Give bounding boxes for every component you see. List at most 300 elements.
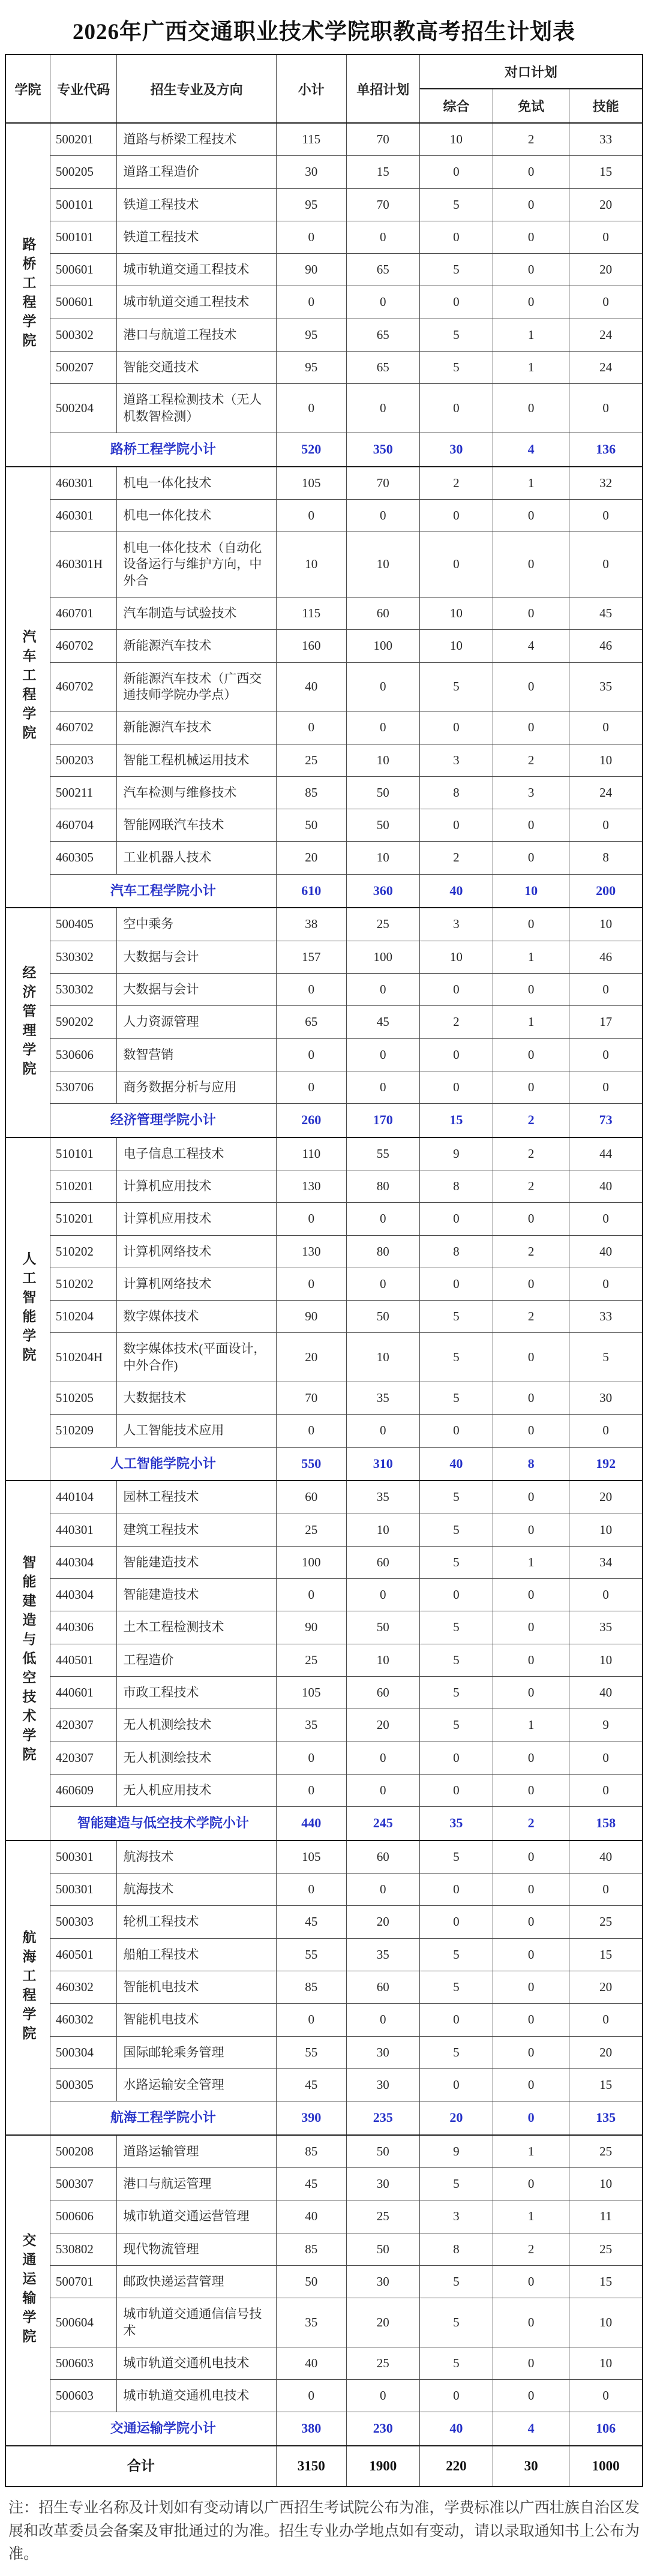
exempt-cell: 0 — [493, 2265, 569, 2298]
table-row — [5, 662, 643, 711]
subtotal-row — [5, 1104, 643, 1137]
skill-cell: 25 — [569, 2135, 643, 2168]
single-plan-cell: 100 — [346, 941, 419, 973]
skill-cell: 15 — [569, 2265, 643, 2298]
single-plan-cell: 0 — [346, 499, 419, 532]
subtotal-label-cell: 经济管理学院小计 — [50, 1104, 276, 1137]
exempt-cell: 0 — [493, 1874, 569, 1906]
skill-cell: 10 — [569, 1514, 643, 1546]
plan-total-cell: 130 — [276, 1170, 346, 1202]
grand-total-value-cell: 1000 — [569, 2446, 643, 2487]
comprehensive-cell: 0 — [419, 221, 493, 253]
plan-total-cell: 38 — [276, 908, 346, 941]
comprehensive-cell: 5 — [419, 254, 493, 286]
grand-total-value-cell: 30 — [493, 2446, 569, 2487]
table-row — [5, 1644, 643, 1676]
subtotal-value-cell: 230 — [346, 2412, 419, 2446]
major-code-cell: 500201 — [50, 123, 117, 156]
table-row — [5, 1301, 643, 1333]
exempt-cell: 0 — [493, 1938, 569, 1971]
single-plan-cell: 65 — [346, 352, 419, 384]
major-name-cell: 城市轨道交通机电技术 — [117, 2347, 277, 2379]
single-plan-cell: 100 — [346, 630, 419, 662]
exempt-cell: 0 — [493, 2298, 569, 2347]
plan-total-cell: 95 — [276, 352, 346, 384]
table-row — [5, 2135, 643, 2168]
major-code-cell: 440601 — [50, 1677, 117, 1709]
major-code-cell: 460702 — [50, 662, 117, 711]
exempt-cell: 0 — [493, 1644, 569, 1676]
single-plan-cell: 50 — [346, 2135, 419, 2168]
major-code-cell: 510201 — [50, 1203, 117, 1235]
page-title: 2026年广西交通职业技术学院职教高考招生计划表 — [73, 20, 575, 44]
table-row — [5, 2036, 643, 2068]
major-name-cell: 数字媒体技术(平面设计，中外合作) — [117, 1333, 277, 1382]
table-row — [5, 2298, 643, 2347]
plan-total-cell: 40 — [276, 2347, 346, 2379]
comprehensive-cell: 5 — [419, 2036, 493, 2068]
single-plan-cell: 0 — [346, 1742, 419, 1774]
skill-cell: 40 — [569, 1841, 643, 1874]
major-name-cell: 铁道工程技术 — [117, 221, 277, 253]
major-code-cell: 510204 — [50, 1301, 117, 1333]
major-name-cell: 城市轨道交通工程技术 — [117, 254, 277, 286]
plan-total-cell: 40 — [276, 2200, 346, 2233]
major-code-cell: 420307 — [50, 1742, 117, 1774]
subtotal-value-cell: 360 — [346, 874, 419, 908]
plan-total-cell: 115 — [276, 598, 346, 630]
skill-cell: 40 — [569, 1235, 643, 1268]
major-name-cell: 城市轨道交通机电技术 — [117, 2380, 277, 2412]
major-code-cell: 530802 — [50, 2233, 117, 2265]
single-plan-cell: 0 — [346, 973, 419, 1005]
single-plan-cell: 0 — [346, 711, 419, 744]
major-name-cell: 道路与桥梁工程技术 — [117, 123, 277, 156]
table-row — [5, 221, 643, 253]
skill-cell: 0 — [569, 1774, 643, 1806]
single-plan-cell: 80 — [346, 1170, 419, 1202]
table-row — [5, 1514, 643, 1546]
major-code-cell: 440104 — [50, 1481, 117, 1514]
college-cell: 路桥工程学院 — [5, 123, 50, 467]
major-name-cell: 工程造价 — [117, 1644, 277, 1676]
single-plan-cell: 50 — [346, 776, 419, 809]
single-plan-cell: 0 — [346, 1071, 419, 1103]
plan-total-cell: 0 — [276, 1579, 346, 1611]
table-row — [5, 1774, 643, 1806]
exempt-cell: 1 — [493, 1546, 569, 1578]
major-name-cell: 智能工程机械运用技术 — [117, 744, 277, 776]
subtotal-value-cell: 350 — [346, 433, 419, 466]
plan-total-cell: 130 — [276, 1235, 346, 1268]
subtotal-value-cell: 235 — [346, 2101, 419, 2135]
comprehensive-cell: 0 — [419, 1874, 493, 1906]
exempt-cell: 1 — [493, 467, 569, 500]
footnote: 注：招生专业名称及计划如有变动请以广西招生考试院公布为准，学费标准以广西壮族自治区发展和改革委员会备案及审批通过的为准。招生专业办学地点如有变动，请以录取通知书上公布为准。 — [8, 2499, 640, 2563]
col-header-major-code: 专业代码 — [50, 55, 117, 123]
major-name-cell: 无人机测绘技术 — [117, 1709, 277, 1742]
plan-total-cell: 0 — [276, 973, 346, 1005]
major-code-cell: 530302 — [50, 941, 117, 973]
comprehensive-cell: 5 — [419, 1514, 493, 1546]
major-code-cell: 510204H — [50, 1333, 117, 1382]
major-code-cell: 500207 — [50, 352, 117, 384]
table-row — [5, 809, 643, 842]
exempt-cell: 0 — [493, 1841, 569, 1874]
plan-total-cell: 85 — [276, 776, 346, 809]
exempt-cell: 2 — [493, 1170, 569, 1202]
major-name-cell: 无人机应用技术 — [117, 1774, 277, 1806]
exempt-cell: 0 — [493, 2347, 569, 2379]
major-name-cell: 无人机测绘技术 — [117, 1742, 277, 1774]
skill-cell: 45 — [569, 598, 643, 630]
single-plan-cell: 45 — [346, 1006, 419, 1038]
comprehensive-cell: 5 — [419, 1709, 493, 1742]
major-code-cell: 500205 — [50, 156, 117, 188]
single-plan-cell: 0 — [346, 1774, 419, 1806]
subtotal-value-cell: 550 — [276, 1447, 346, 1481]
college-cell: 交通运输学院 — [5, 2135, 50, 2446]
major-name-cell: 机电一体化技术（自动化设备运行与维护方向，中外合 — [117, 532, 277, 598]
single-plan-cell: 35 — [346, 1382, 419, 1415]
subtotal-value-cell: 40 — [419, 2412, 493, 2446]
major-code-cell: 530706 — [50, 1071, 117, 1103]
exempt-cell: 0 — [493, 662, 569, 711]
table-row — [5, 1268, 643, 1300]
single-plan-cell: 10 — [346, 1514, 419, 1546]
exempt-cell: 1 — [493, 2200, 569, 2233]
comprehensive-cell: 5 — [419, 1677, 493, 1709]
plan-total-cell: 90 — [276, 1301, 346, 1333]
table-row — [5, 630, 643, 662]
col-header-exempt: 免试 — [493, 89, 569, 123]
exempt-cell: 0 — [493, 286, 569, 319]
subtotal-value-cell: 440 — [276, 1807, 346, 1841]
subtotal-value-cell: 35 — [419, 1807, 493, 1841]
major-code-cell: 460704 — [50, 809, 117, 842]
major-name-cell: 计算机应用技术 — [117, 1203, 277, 1235]
major-code-cell: 500604 — [50, 2298, 117, 2347]
table-row — [5, 286, 643, 319]
plan-total-cell: 60 — [276, 1481, 346, 1514]
col-header-comprehensive: 综合 — [419, 89, 493, 123]
major-name-cell: 大数据与会计 — [117, 941, 277, 973]
subtotal-value-cell: 192 — [569, 1447, 643, 1481]
college-cell: 智能建造与低空技术学院 — [5, 1481, 50, 1841]
comprehensive-cell: 10 — [419, 630, 493, 662]
skill-cell: 20 — [569, 1971, 643, 2004]
major-code-cell: 460701 — [50, 598, 117, 630]
skill-cell: 11 — [569, 2200, 643, 2233]
single-plan-cell: 15 — [346, 156, 419, 188]
single-plan-cell: 25 — [346, 2200, 419, 2233]
table-row — [5, 156, 643, 188]
major-code-cell: 500603 — [50, 2347, 117, 2379]
major-code-cell: 510201 — [50, 1170, 117, 1202]
table-row — [5, 744, 643, 776]
subtotal-label-cell: 汽车工程学院小计 — [50, 874, 276, 908]
single-plan-cell: 30 — [346, 2068, 419, 2101]
plan-total-cell: 35 — [276, 1709, 346, 1742]
comprehensive-cell: 5 — [419, 1481, 493, 1514]
grand-total-row — [5, 2446, 643, 2487]
comprehensive-cell: 5 — [419, 2347, 493, 2379]
table-header — [5, 55, 643, 123]
major-code-cell: 500305 — [50, 2068, 117, 2101]
subtotal-value-cell: 245 — [346, 1807, 419, 1841]
comprehensive-cell: 5 — [419, 2265, 493, 2298]
major-name-cell: 铁道工程技术 — [117, 188, 277, 221]
exempt-cell: 0 — [493, 1742, 569, 1774]
subtotal-value-cell: 40 — [419, 1447, 493, 1481]
plan-total-cell: 160 — [276, 630, 346, 662]
major-code-cell: 460702 — [50, 711, 117, 744]
major-code-cell: 500204 — [50, 384, 117, 433]
comprehensive-cell: 5 — [419, 1938, 493, 1971]
comprehensive-cell: 0 — [419, 499, 493, 532]
plan-total-cell: 95 — [276, 188, 346, 221]
major-code-cell: 460305 — [50, 842, 117, 874]
exempt-cell: 0 — [493, 1579, 569, 1611]
major-name-cell: 智能网联汽车技术 — [117, 809, 277, 842]
major-name-cell: 邮政快递运营管理 — [117, 2265, 277, 2298]
plan-total-cell: 55 — [276, 1938, 346, 1971]
skill-cell: 9 — [569, 1709, 643, 1742]
col-header-duikou-plan: 对口计划 — [419, 55, 643, 89]
single-plan-cell: 65 — [346, 319, 419, 351]
exempt-cell: 1 — [493, 2135, 569, 2168]
major-name-cell: 数智营销 — [117, 1038, 277, 1071]
exempt-cell: 0 — [493, 1774, 569, 1806]
major-code-cell: 500303 — [50, 1906, 117, 1938]
major-name-cell: 轮机工程技术 — [117, 1906, 277, 1938]
table-row — [5, 1677, 643, 1709]
major-name-cell: 智能机电技术 — [117, 1971, 277, 2004]
major-name-cell: 工业机器人技术 — [117, 842, 277, 874]
exempt-cell: 1 — [493, 1709, 569, 1742]
comprehensive-cell: 0 — [419, 1415, 493, 1447]
exempt-cell: 0 — [493, 1071, 569, 1103]
table-row — [5, 1038, 643, 1071]
single-plan-cell: 30 — [346, 2168, 419, 2200]
exempt-cell: 0 — [493, 598, 569, 630]
comprehensive-cell: 9 — [419, 1137, 493, 1170]
subtotal-value-cell: 158 — [569, 1807, 643, 1841]
skill-cell: 20 — [569, 254, 643, 286]
table-row — [5, 1742, 643, 1774]
single-plan-cell: 0 — [346, 1579, 419, 1611]
skill-cell: 24 — [569, 352, 643, 384]
major-code-cell: 500606 — [50, 2200, 117, 2233]
plan-total-cell: 0 — [276, 2004, 346, 2036]
comprehensive-cell: 0 — [419, 711, 493, 744]
college-cell: 经济管理学院 — [5, 908, 50, 1137]
college-cell: 汽车工程学院 — [5, 467, 50, 908]
major-name-cell: 智能机电技术 — [117, 2004, 277, 2036]
comprehensive-cell: 0 — [419, 2004, 493, 2036]
single-plan-cell: 0 — [346, 1415, 419, 1447]
table-row — [5, 1709, 643, 1742]
subtotal-value-cell: 73 — [569, 1104, 643, 1137]
major-code-cell: 440306 — [50, 1611, 117, 1644]
exempt-cell: 0 — [493, 973, 569, 1005]
exempt-cell: 0 — [493, 2168, 569, 2200]
exempt-cell: 0 — [493, 384, 569, 433]
exempt-cell: 1 — [493, 1006, 569, 1038]
single-plan-cell: 0 — [346, 1874, 419, 1906]
subtotal-value-cell: 2 — [493, 1104, 569, 1137]
comprehensive-cell: 2 — [419, 467, 493, 500]
major-code-cell: 500211 — [50, 776, 117, 809]
skill-cell: 0 — [569, 499, 643, 532]
single-plan-cell: 0 — [346, 221, 419, 253]
skill-cell: 20 — [569, 2036, 643, 2068]
major-code-cell: 500101 — [50, 188, 117, 221]
table-row — [5, 1611, 643, 1644]
exempt-cell: 2 — [493, 123, 569, 156]
major-name-cell: 城市轨道交通通信信号技术 — [117, 2298, 277, 2347]
comprehensive-cell: 10 — [419, 941, 493, 973]
major-name-cell: 水路运输安全管理 — [117, 2068, 277, 2101]
major-code-cell: 460301 — [50, 499, 117, 532]
subtotal-value-cell: 4 — [493, 2412, 569, 2446]
major-name-cell: 新能源汽车技术 — [117, 711, 277, 744]
table-row — [5, 2265, 643, 2298]
table-row — [5, 2347, 643, 2379]
skill-cell: 10 — [569, 908, 643, 941]
single-plan-cell: 50 — [346, 1301, 419, 1333]
skill-cell: 46 — [569, 630, 643, 662]
comprehensive-cell: 5 — [419, 352, 493, 384]
comprehensive-cell: 8 — [419, 1170, 493, 1202]
comprehensive-cell: 5 — [419, 319, 493, 351]
plan-total-cell: 157 — [276, 941, 346, 973]
col-header-major-name: 招生专业及方向 — [117, 55, 277, 123]
comprehensive-cell: 5 — [419, 1546, 493, 1578]
plan-total-cell: 110 — [276, 1137, 346, 1170]
plan-total-cell: 25 — [276, 744, 346, 776]
exempt-cell: 0 — [493, 1038, 569, 1071]
comprehensive-cell: 3 — [419, 744, 493, 776]
table-row — [5, 123, 643, 156]
subtotal-value-cell: 310 — [346, 1447, 419, 1481]
major-code-cell: 440304 — [50, 1579, 117, 1611]
subtotal-value-cell: 610 — [276, 874, 346, 908]
major-name-cell: 汽车检测与维修技术 — [117, 776, 277, 809]
comprehensive-cell: 5 — [419, 1971, 493, 2004]
plan-total-cell: 105 — [276, 1677, 346, 1709]
plan-total-cell: 70 — [276, 1382, 346, 1415]
single-plan-cell: 0 — [346, 1268, 419, 1300]
major-code-cell: 500208 — [50, 2135, 117, 2168]
subtotal-value-cell: 4 — [493, 433, 569, 466]
single-plan-cell: 0 — [346, 1203, 419, 1235]
single-plan-cell: 50 — [346, 2233, 419, 2265]
major-code-cell: 420307 — [50, 1709, 117, 1742]
comprehensive-cell: 10 — [419, 123, 493, 156]
plan-total-cell: 0 — [276, 1874, 346, 1906]
exempt-cell: 2 — [493, 744, 569, 776]
skill-cell: 10 — [569, 1644, 643, 1676]
single-plan-cell: 25 — [346, 908, 419, 941]
major-code-cell: 510209 — [50, 1415, 117, 1447]
skill-cell: 0 — [569, 1038, 643, 1071]
major-name-cell: 商务数据分析与应用 — [117, 1071, 277, 1103]
single-plan-cell: 25 — [346, 2347, 419, 2379]
exempt-cell: 0 — [493, 188, 569, 221]
subtotal-row — [5, 874, 643, 908]
skill-cell: 0 — [569, 1742, 643, 1774]
skill-cell: 44 — [569, 1137, 643, 1170]
major-name-cell: 机电一体化技术 — [117, 499, 277, 532]
exempt-cell: 0 — [493, 1677, 569, 1709]
major-name-cell: 土木工程检测技术 — [117, 1611, 277, 1644]
major-name-cell: 智能交通技术 — [117, 352, 277, 384]
plan-total-cell: 0 — [276, 1742, 346, 1774]
major-code-cell: 510202 — [50, 1235, 117, 1268]
major-code-cell: 460301H — [50, 532, 117, 598]
subtotal-value-cell: 15 — [419, 1104, 493, 1137]
table-row — [5, 1235, 643, 1268]
single-plan-cell: 30 — [346, 2036, 419, 2068]
comprehensive-cell: 0 — [419, 1774, 493, 1806]
skill-cell: 0 — [569, 1579, 643, 1611]
comprehensive-cell: 0 — [419, 1203, 493, 1235]
major-code-cell: 510202 — [50, 1268, 117, 1300]
skill-cell: 0 — [569, 1874, 643, 1906]
exempt-cell: 2 — [493, 1301, 569, 1333]
skill-cell: 0 — [569, 1268, 643, 1300]
plan-total-cell: 50 — [276, 809, 346, 842]
comprehensive-cell: 5 — [419, 2168, 493, 2200]
major-name-cell: 电子信息工程技术 — [117, 1137, 277, 1170]
major-name-cell: 计算机网络技术 — [117, 1268, 277, 1300]
table-row — [5, 1203, 643, 1235]
table-row — [5, 2380, 643, 2412]
exempt-cell: 0 — [493, 2004, 569, 2036]
major-name-cell: 计算机网络技术 — [117, 1235, 277, 1268]
skill-cell: 0 — [569, 2004, 643, 2036]
exempt-cell: 0 — [493, 1268, 569, 1300]
skill-cell: 25 — [569, 1906, 643, 1938]
plan-total-cell: 30 — [276, 156, 346, 188]
single-plan-cell: 65 — [346, 254, 419, 286]
plan-total-cell: 0 — [276, 1203, 346, 1235]
skill-cell: 0 — [569, 221, 643, 253]
major-code-cell: 510101 — [50, 1137, 117, 1170]
table-row — [5, 1841, 643, 1874]
major-name-cell: 人力资源管理 — [117, 1006, 277, 1038]
skill-cell: 10 — [569, 2347, 643, 2379]
skill-cell: 20 — [569, 188, 643, 221]
major-code-cell: 500304 — [50, 2036, 117, 2068]
subtotal-value-cell: 200 — [569, 874, 643, 908]
table-row — [5, 1071, 643, 1103]
table-row — [5, 1170, 643, 1202]
plan-total-cell: 65 — [276, 1006, 346, 1038]
table-row — [5, 1971, 643, 2004]
subtotal-label-cell: 航海工程学院小计 — [50, 2101, 276, 2135]
single-plan-cell: 60 — [346, 598, 419, 630]
major-code-cell: 440304 — [50, 1546, 117, 1578]
subtotal-value-cell: 20 — [419, 2101, 493, 2135]
single-plan-cell: 70 — [346, 188, 419, 221]
skill-cell: 24 — [569, 776, 643, 809]
exempt-cell: 2 — [493, 1137, 569, 1170]
table-row — [5, 532, 643, 598]
table-row — [5, 598, 643, 630]
comprehensive-cell: 2 — [419, 1006, 493, 1038]
